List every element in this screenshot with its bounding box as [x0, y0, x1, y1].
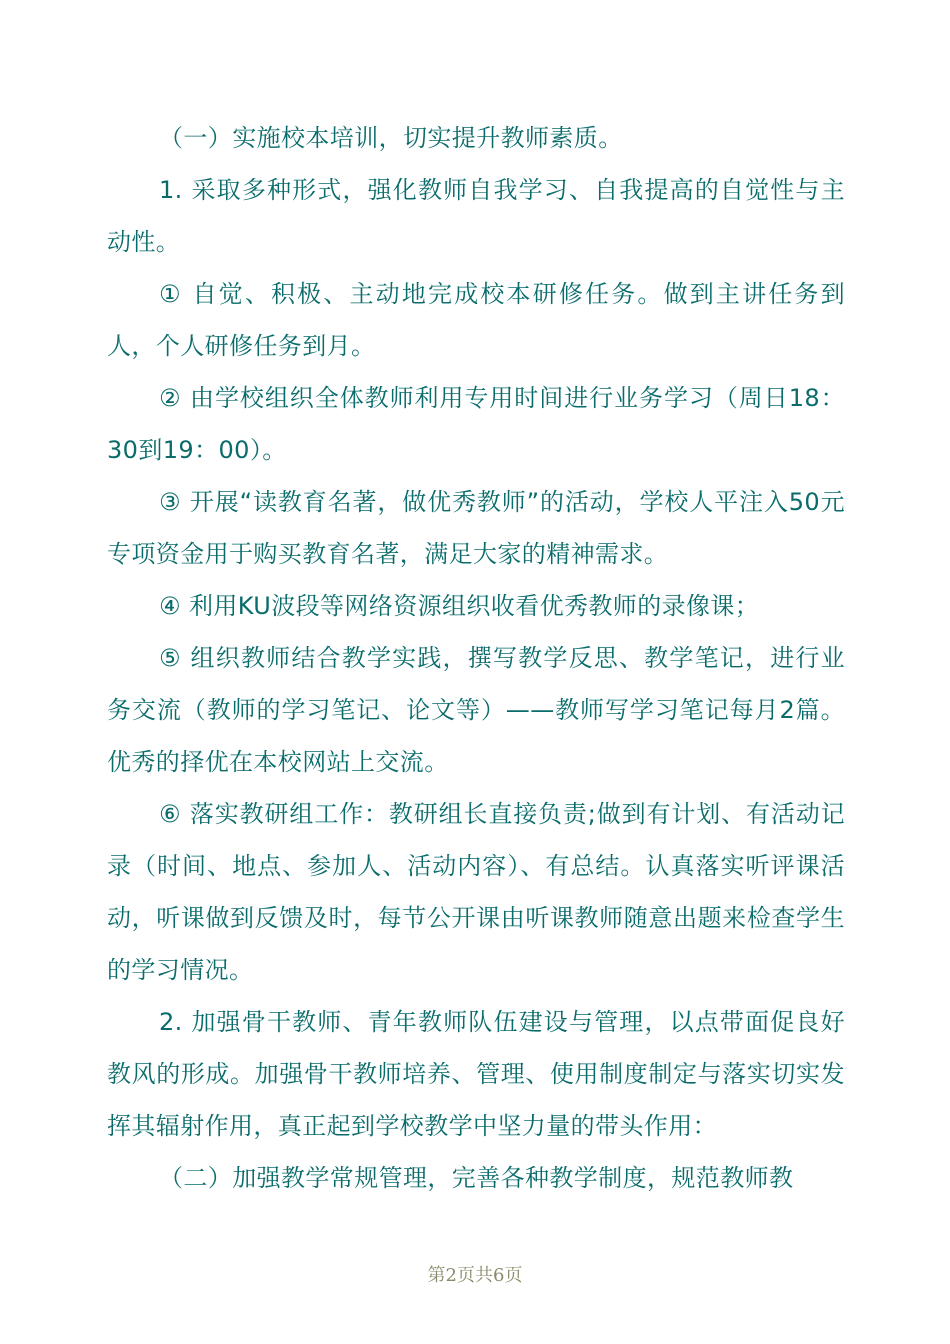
- paragraph-subitem-4: ④ 利用KU波段等网络资源组织收看优秀教师的录像课；: [159, 592, 760, 620]
- section-heading-2: （二）加强教学常规管理，完善各种教学制度，规范教师教: [159, 1164, 794, 1192]
- paragraph-subitem-5: ⑤ 组织教师结合教学实践，撰写教学反思、教学笔记，进行业务交流（教师的学习笔记、论文等）——教师写学习笔记每月2篇。优秀的择优在本校网站上交流。: [107, 644, 845, 776]
- section-heading-1: （一）实施校本培训，切实提升教师素质。: [159, 124, 623, 152]
- paragraph-item-1: 1. 采取多种形式，强化教师自我学习、自我提高的自觉性与主动性。: [107, 176, 845, 256]
- page-number-footer: 第2页共6页: [427, 1265, 523, 1286]
- paragraph-subitem-6: ⑥ 落实教研组工作：教研组长直接负责;做到有计划、有活动记录（时间、地点、参加人、活动内容）、有总结。认真落实听评课活动，听课做到反馈及时，每节公开课由听课教师随意出题来检查学生的学习情况。: [107, 800, 845, 984]
- paragraph-item-2: 2. 加强骨干教师、青年教师队伍建设与管理，以点带面促良好教风的形成。加强骨干教师培养、管理、使用制度制定与落实切实发挥其辐射作用，真正起到学校教学中坚力量的带头作用：: [107, 1008, 845, 1140]
- paragraph-subitem-3: ③ 开展“读教育名著，做优秀教师”的活动，学校人平注入50元专项资金用于购买教育名著，满足大家的精神需求。: [107, 488, 845, 568]
- paragraph-subitem-2: ② 由学校组织全体教师利用专用时间进行业务学习（周日18：30到19：00）。: [107, 384, 845, 464]
- paragraph-subitem-1: ① 自觉、积极、主动地完成校本研修任务。做到主讲任务到人，个人研修任务到月。: [107, 280, 845, 360]
- document-body: [107, 112, 845, 1204]
